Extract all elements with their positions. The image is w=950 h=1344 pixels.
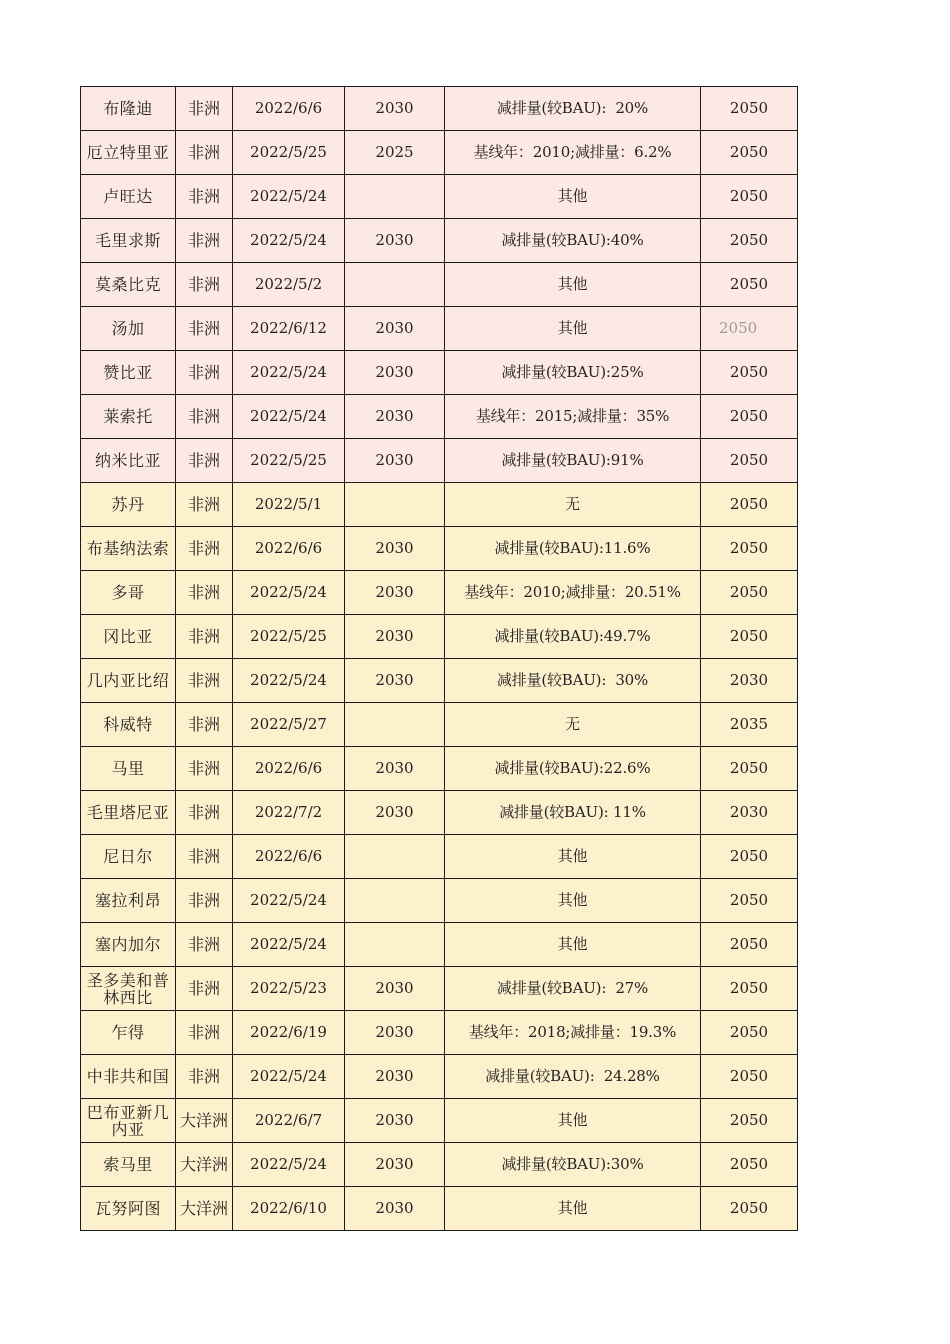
date-cell[interactable]: 2022/5/24 [233, 879, 345, 923]
country-cell[interactable]: 马里 [81, 747, 176, 791]
data-table [80, 86, 798, 1231]
country-cell[interactable]: 尼日尔 [81, 835, 176, 879]
table-row [81, 1055, 798, 1099]
target-year-cell[interactable] [345, 263, 445, 307]
neutral-year-cell[interactable]: 2050 [701, 879, 798, 923]
country-cell[interactable]: 乍得 [81, 1011, 176, 1055]
country-cell[interactable]: 塞内加尔 [81, 923, 176, 967]
country-cell[interactable]: 毛里塔尼亚 [81, 791, 176, 835]
date-cell[interactable]: 2022/7/2 [233, 791, 345, 835]
neutral-year-cell[interactable]: 2030 [701, 791, 798, 835]
region-cell[interactable]: 大洋洲 [176, 1143, 233, 1187]
neutral-year-cell[interactable]: 2050 [701, 1011, 798, 1055]
region-cell[interactable]: 大洋洲 [176, 1099, 233, 1143]
target-cell[interactable]: 基线年：2015;减排量：35% [445, 395, 701, 439]
target-year-cell[interactable]: 2030 [345, 351, 445, 395]
neutral-year-cell[interactable]: 2050 [701, 835, 798, 879]
table-row [81, 967, 798, 1011]
date-cell[interactable]: 2022/5/1 [233, 483, 345, 527]
date-cell[interactable]: 2022/6/6 [233, 87, 345, 131]
date-cell[interactable]: 2022/5/24 [233, 351, 345, 395]
region-cell[interactable]: 非洲 [176, 747, 233, 791]
table-body [81, 87, 798, 1231]
target-cell[interactable]: 减排量(较BAU): 24.28% [445, 1055, 701, 1099]
neutral-year-cell[interactable]: 2050 [701, 1055, 798, 1099]
target-year-cell[interactable]: 2030 [345, 747, 445, 791]
region-cell[interactable]: 非洲 [176, 263, 233, 307]
target-cell[interactable]: 减排量(较BAU):49.7% [445, 615, 701, 659]
target-year-cell[interactable]: 2030 [345, 659, 445, 703]
table-row [81, 483, 798, 527]
target-cell[interactable]: 减排量(较BAU): 11% [445, 791, 701, 835]
region-cell[interactable]: 非洲 [176, 835, 233, 879]
country-cell[interactable]: 毛里求斯 [81, 219, 176, 263]
region-cell[interactable]: 非洲 [176, 923, 233, 967]
date-cell[interactable]: 2022/6/6 [233, 747, 345, 791]
neutral-year-cell[interactable]: 2050 [701, 527, 798, 571]
neutral-year-cell[interactable]: 2050 [701, 395, 798, 439]
region-cell[interactable]: 非洲 [176, 615, 233, 659]
country-cell[interactable]: 卢旺达 [81, 175, 176, 219]
country-cell[interactable]: 赞比亚 [81, 351, 176, 395]
region-cell[interactable]: 非洲 [176, 219, 233, 263]
date-cell[interactable]: 2022/6/19 [233, 1011, 345, 1055]
country-cell[interactable]: 几内亚比绍 [81, 659, 176, 703]
target-cell[interactable]: 减排量(较BAU):91% [445, 439, 701, 483]
table-row [81, 791, 798, 835]
region-cell[interactable]: 非洲 [176, 87, 233, 131]
target-year-cell[interactable]: 2030 [345, 527, 445, 571]
target-year-cell[interactable]: 2030 [345, 307, 445, 351]
target-year-cell[interactable] [345, 879, 445, 923]
target-cell[interactable]: 减排量(较BAU): 30% [445, 659, 701, 703]
neutral-year-cell[interactable]: 2050 [701, 571, 798, 615]
target-cell[interactable]: 减排量(较BAU):22.6% [445, 747, 701, 791]
neutral-year-cell[interactable]: 2050 [701, 967, 798, 1011]
region-cell[interactable]: 非洲 [176, 395, 233, 439]
neutral-year-cell[interactable]: 2050 [701, 747, 798, 791]
date-cell[interactable]: 2022/5/2 [233, 263, 345, 307]
region-cell[interactable]: 非洲 [176, 791, 233, 835]
target-cell[interactable]: 其他 [445, 1099, 701, 1143]
table-row [81, 571, 798, 615]
date-cell[interactable]: 2022/5/25 [233, 615, 345, 659]
region-cell[interactable]: 非洲 [176, 1011, 233, 1055]
target-year-cell[interactable]: 2030 [345, 1055, 445, 1099]
region-cell[interactable]: 非洲 [176, 483, 233, 527]
target-cell[interactable]: 基线年：2010;减排量：20.51% [445, 571, 701, 615]
table-row [81, 1187, 798, 1231]
target-cell[interactable]: 其他 [445, 879, 701, 923]
country-cell[interactable]: 厄立特里亚 [81, 131, 176, 175]
country-cell[interactable]: 冈比亚 [81, 615, 176, 659]
date-cell[interactable]: 2022/5/27 [233, 703, 345, 747]
region-cell[interactable]: 非洲 [176, 659, 233, 703]
target-year-cell[interactable] [345, 923, 445, 967]
target-year-cell[interactable]: 2030 [345, 791, 445, 835]
country-cell[interactable]: 布基纳法索 [81, 527, 176, 571]
date-cell[interactable]: 2022/5/24 [233, 395, 345, 439]
date-cell[interactable]: 2022/6/6 [233, 527, 345, 571]
neutral-year-cell[interactable]: 2050 [701, 615, 798, 659]
table-row [81, 439, 798, 483]
table-row [81, 703, 798, 747]
target-year-cell[interactable]: 2030 [345, 967, 445, 1011]
target-year-cell[interactable] [345, 835, 445, 879]
country-cell[interactable]: 汤加 [81, 307, 176, 351]
date-cell[interactable]: 2022/6/10 [233, 1187, 345, 1231]
date-cell[interactable]: 2022/5/24 [233, 659, 345, 703]
neutral-year-cell[interactable]: 2050 [701, 1187, 798, 1231]
date-cell[interactable]: 2022/6/6 [233, 835, 345, 879]
table-row [81, 219, 798, 263]
table-row [81, 1099, 798, 1143]
region-cell[interactable]: 非洲 [176, 1055, 233, 1099]
country-cell[interactable]: 索马里 [81, 1143, 176, 1187]
country-cell[interactable]: 塞拉利昂 [81, 879, 176, 923]
neutral-year-cell[interactable]: 2050 [701, 923, 798, 967]
region-cell[interactable]: 非洲 [176, 439, 233, 483]
table-row [81, 131, 798, 175]
date-cell[interactable]: 2022/5/24 [233, 1055, 345, 1099]
target-year-cell[interactable] [345, 175, 445, 219]
neutral-year-cell[interactable]: 2030 [701, 659, 798, 703]
country-cell[interactable]: 莫桑比克 [81, 263, 176, 307]
target-year-cell[interactable]: 2030 [345, 219, 445, 263]
target-cell[interactable]: 其他 [445, 307, 701, 351]
country-cell[interactable]: 多哥 [81, 571, 176, 615]
neutral-year-cell[interactable]: 2035 [701, 703, 798, 747]
target-year-cell[interactable]: 2030 [345, 571, 445, 615]
region-cell[interactable]: 非洲 [176, 879, 233, 923]
region-cell[interactable]: 非洲 [176, 175, 233, 219]
target-year-cell[interactable]: 2030 [345, 1011, 445, 1055]
region-cell[interactable]: 非洲 [176, 571, 233, 615]
neutral-year-cell[interactable]: 2050 [701, 131, 798, 175]
date-cell[interactable]: 2022/5/24 [233, 175, 345, 219]
country-cell[interactable]: 科威特 [81, 703, 176, 747]
date-cell[interactable]: 2022/6/7 [233, 1099, 345, 1143]
target-cell[interactable]: 其他 [445, 923, 701, 967]
neutral-year-cell[interactable]: 2050 [701, 483, 798, 527]
country-cell[interactable]: 巴布亚新几内亚 [81, 1099, 176, 1143]
neutral-year-cell[interactable]: 2050 [701, 263, 798, 307]
target-year-cell[interactable]: 2030 [345, 615, 445, 659]
date-cell[interactable]: 2022/5/24 [233, 219, 345, 263]
region-cell[interactable]: 非洲 [176, 307, 233, 351]
region-cell[interactable]: 非洲 [176, 527, 233, 571]
neutral-year-cell[interactable]: 2050 [701, 439, 798, 483]
region-cell[interactable]: 非洲 [176, 967, 233, 1011]
target-cell[interactable]: 基线年：2018;减排量：19.3% [445, 1011, 701, 1055]
target-cell[interactable]: 其他 [445, 835, 701, 879]
table-row [81, 87, 798, 131]
table-row [81, 923, 798, 967]
table-row [81, 1011, 798, 1055]
neutral-year-cell[interactable]: 2050 [701, 175, 798, 219]
neutral-year-cell[interactable]: 2050 [701, 1099, 798, 1143]
table-row [81, 659, 798, 703]
country-cell[interactable]: 中非共和国 [81, 1055, 176, 1099]
date-cell[interactable]: 2022/5/24 [233, 923, 345, 967]
table-row [81, 263, 798, 307]
target-cell[interactable]: 其他 [445, 175, 701, 219]
target-year-cell[interactable]: 2030 [345, 439, 445, 483]
table-row [81, 835, 798, 879]
target-cell[interactable]: 减排量(较BAU):11.6% [445, 527, 701, 571]
target-year-cell[interactable]: 2030 [345, 1143, 445, 1187]
table-row [81, 351, 798, 395]
table-row [81, 879, 798, 923]
target-year-cell[interactable]: 2030 [345, 87, 445, 131]
target-cell[interactable]: 减排量(较BAU): 27% [445, 967, 701, 1011]
country-cell[interactable]: 苏丹 [81, 483, 176, 527]
country-cell[interactable]: 莱索托 [81, 395, 176, 439]
date-cell[interactable]: 2022/6/12 [233, 307, 345, 351]
neutral-year-cell[interactable]: 2050 [701, 307, 798, 351]
country-cell[interactable]: 瓦努阿图 [81, 1187, 176, 1231]
date-cell[interactable]: 2022/5/23 [233, 967, 345, 1011]
neutral-year-cell[interactable]: 2050 [701, 87, 798, 131]
table-row [81, 175, 798, 219]
country-cell[interactable]: 纳米比亚 [81, 439, 176, 483]
region-cell[interactable]: 非洲 [176, 703, 233, 747]
target-cell[interactable]: 减排量(较BAU):40% [445, 219, 701, 263]
region-cell[interactable]: 非洲 [176, 131, 233, 175]
region-cell[interactable]: 大洋洲 [176, 1187, 233, 1231]
country-cell[interactable]: 圣多美和普林西比 [81, 967, 176, 1011]
target-year-cell[interactable]: 2030 [345, 1099, 445, 1143]
date-cell[interactable]: 2022/5/24 [233, 571, 345, 615]
target-year-cell[interactable] [345, 703, 445, 747]
target-year-cell[interactable] [345, 483, 445, 527]
target-cell[interactable]: 无 [445, 703, 701, 747]
target-cell[interactable]: 其他 [445, 263, 701, 307]
target-cell[interactable]: 减排量(较BAU):30% [445, 1143, 701, 1187]
table-row [81, 527, 798, 571]
target-year-cell[interactable]: 2030 [345, 395, 445, 439]
target-year-cell[interactable]: 2030 [345, 1187, 445, 1231]
neutral-year-cell[interactable]: 2050 [701, 219, 798, 263]
target-cell[interactable]: 无 [445, 483, 701, 527]
table-row [81, 1143, 798, 1187]
region-cell[interactable]: 非洲 [176, 351, 233, 395]
table-row [81, 747, 798, 791]
target-cell[interactable]: 减排量(较BAU): 20% [445, 87, 701, 131]
date-cell[interactable]: 2022/5/24 [233, 1143, 345, 1187]
table-row [81, 307, 798, 351]
target-cell[interactable]: 基线年：2010;减排量：6.2% [445, 131, 701, 175]
country-cell[interactable]: 布隆迪 [81, 87, 176, 131]
table-row [81, 615, 798, 659]
target-year-cell[interactable]: 2025 [345, 131, 445, 175]
neutral-year-cell[interactable]: 2050 [701, 1143, 798, 1187]
table-row [81, 395, 798, 439]
neutral-year-cell[interactable]: 2050 [701, 351, 798, 395]
date-cell[interactable]: 2022/5/25 [233, 439, 345, 483]
date-cell[interactable]: 2022/5/25 [233, 131, 345, 175]
target-cell[interactable]: 其他 [445, 1187, 701, 1231]
target-cell[interactable]: 减排量(较BAU):25% [445, 351, 701, 395]
